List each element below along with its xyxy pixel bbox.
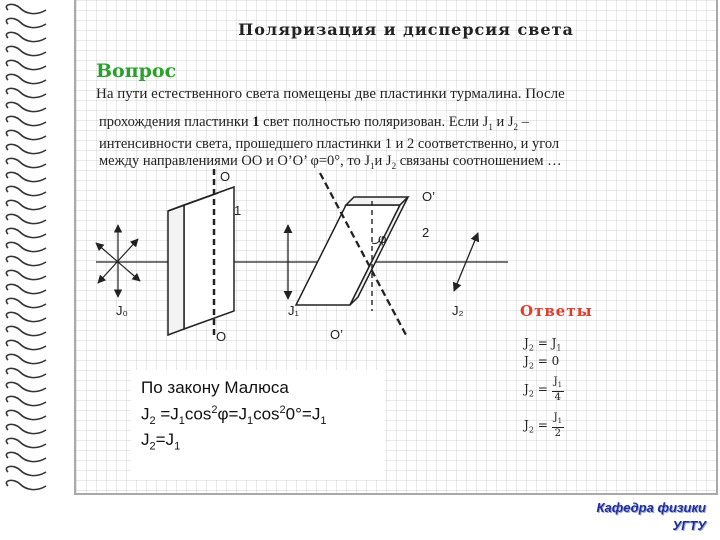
spiral-coil <box>6 32 46 41</box>
spiral-coil <box>6 382 46 391</box>
spiral-coil <box>6 4 46 13</box>
spiral-coil <box>6 270 46 279</box>
spiral-coil <box>6 46 46 55</box>
spiral-binding <box>0 0 54 495</box>
footer-university: УГТУ <box>672 518 706 533</box>
spiral-coil <box>6 242 46 251</box>
spiral-coil <box>6 312 46 321</box>
spiral-coil <box>6 88 46 97</box>
spiral-coil <box>6 186 46 195</box>
spiral-coil <box>6 144 46 153</box>
spiral-coil <box>6 424 46 433</box>
spiral-coil <box>6 60 46 69</box>
spiral-coil <box>6 18 46 27</box>
answer-option-1[interactable]: $J_2 = J_1$ <box>524 336 562 353</box>
spiral-coil <box>6 354 46 363</box>
spiral-coil <box>6 466 46 475</box>
spiral-coil <box>6 410 46 419</box>
solution-line-3: $J_2=J_1$ <box>141 430 181 453</box>
spiral-coil <box>6 452 46 461</box>
spiral-coil <box>6 480 46 489</box>
spiral-coil <box>6 326 46 335</box>
tourmaline-plate-2 <box>296 197 408 305</box>
label-j0: J₀ <box>116 303 128 318</box>
label-plate-1: 1 <box>234 203 242 218</box>
question-line-1: На пути естественного света помещены две пластинки турмалина. После <box>96 86 565 102</box>
spiral-coil <box>6 256 46 265</box>
label-o2-bottom: O’ <box>330 327 343 342</box>
question-label: Вопрос <box>96 60 177 82</box>
spiral-coil <box>6 200 46 209</box>
answer-option-2[interactable]: $J_2 = 0$ <box>524 354 560 371</box>
spiral-coil <box>6 396 46 405</box>
question-text: прохождения пластинки 1 свет полностью поляризован. Если $J_1$ и $J_2$ – интенсивности света, прошедшего пластинки 1 и 2 соответственно, и угол между направлениями ОО и О’О’ φ=0°, то $J_1и$ $J_2$ связаны соотношением … <box>99 114 562 171</box>
slide-title: Поляризация и дисперсия света <box>238 20 574 39</box>
spiral-coil <box>6 368 46 377</box>
spiral-coil <box>6 340 46 349</box>
answer-option-3[interactable]: $J_2$ = $\frac{J_1}{4}$ <box>524 376 563 403</box>
answer-option-4[interactable]: $J_2$ = $\frac{J_1}{2}$ <box>524 412 563 439</box>
tourmaline-plate-1 <box>168 187 234 335</box>
label-j1: J₁ <box>288 303 299 318</box>
solution-line-2: $J_2 =J_1\cos^2\varphi=J_1\cos^20^\circ=J_1$ <box>141 404 327 428</box>
spiral-coil <box>6 130 46 139</box>
label-o2-top: O’ <box>422 189 435 204</box>
label-o-bottom: O <box>216 329 227 344</box>
footer-department: Кафедра физики <box>596 500 706 515</box>
spiral-coil <box>6 214 46 223</box>
solution-line-1: По закону Малюса <box>141 378 289 397</box>
label-o-top: O <box>220 169 231 184</box>
spiral-coil <box>6 438 46 447</box>
label-phi: φ <box>378 231 387 246</box>
spiral-coil <box>6 284 46 293</box>
answers-label: Ответы <box>520 302 593 320</box>
label-j2: J₂ <box>452 303 464 318</box>
polarization-diagram <box>88 165 512 345</box>
spiral-coil <box>6 74 46 83</box>
spiral-coil <box>6 228 46 237</box>
label-plate-2: 2 <box>422 225 430 240</box>
natural-light-symbol <box>96 225 140 297</box>
spiral-coil <box>6 158 46 167</box>
spiral-coil <box>6 102 46 111</box>
spiral-coil <box>6 172 46 181</box>
spiral-coil <box>6 116 46 125</box>
spiral-coil <box>6 298 46 307</box>
